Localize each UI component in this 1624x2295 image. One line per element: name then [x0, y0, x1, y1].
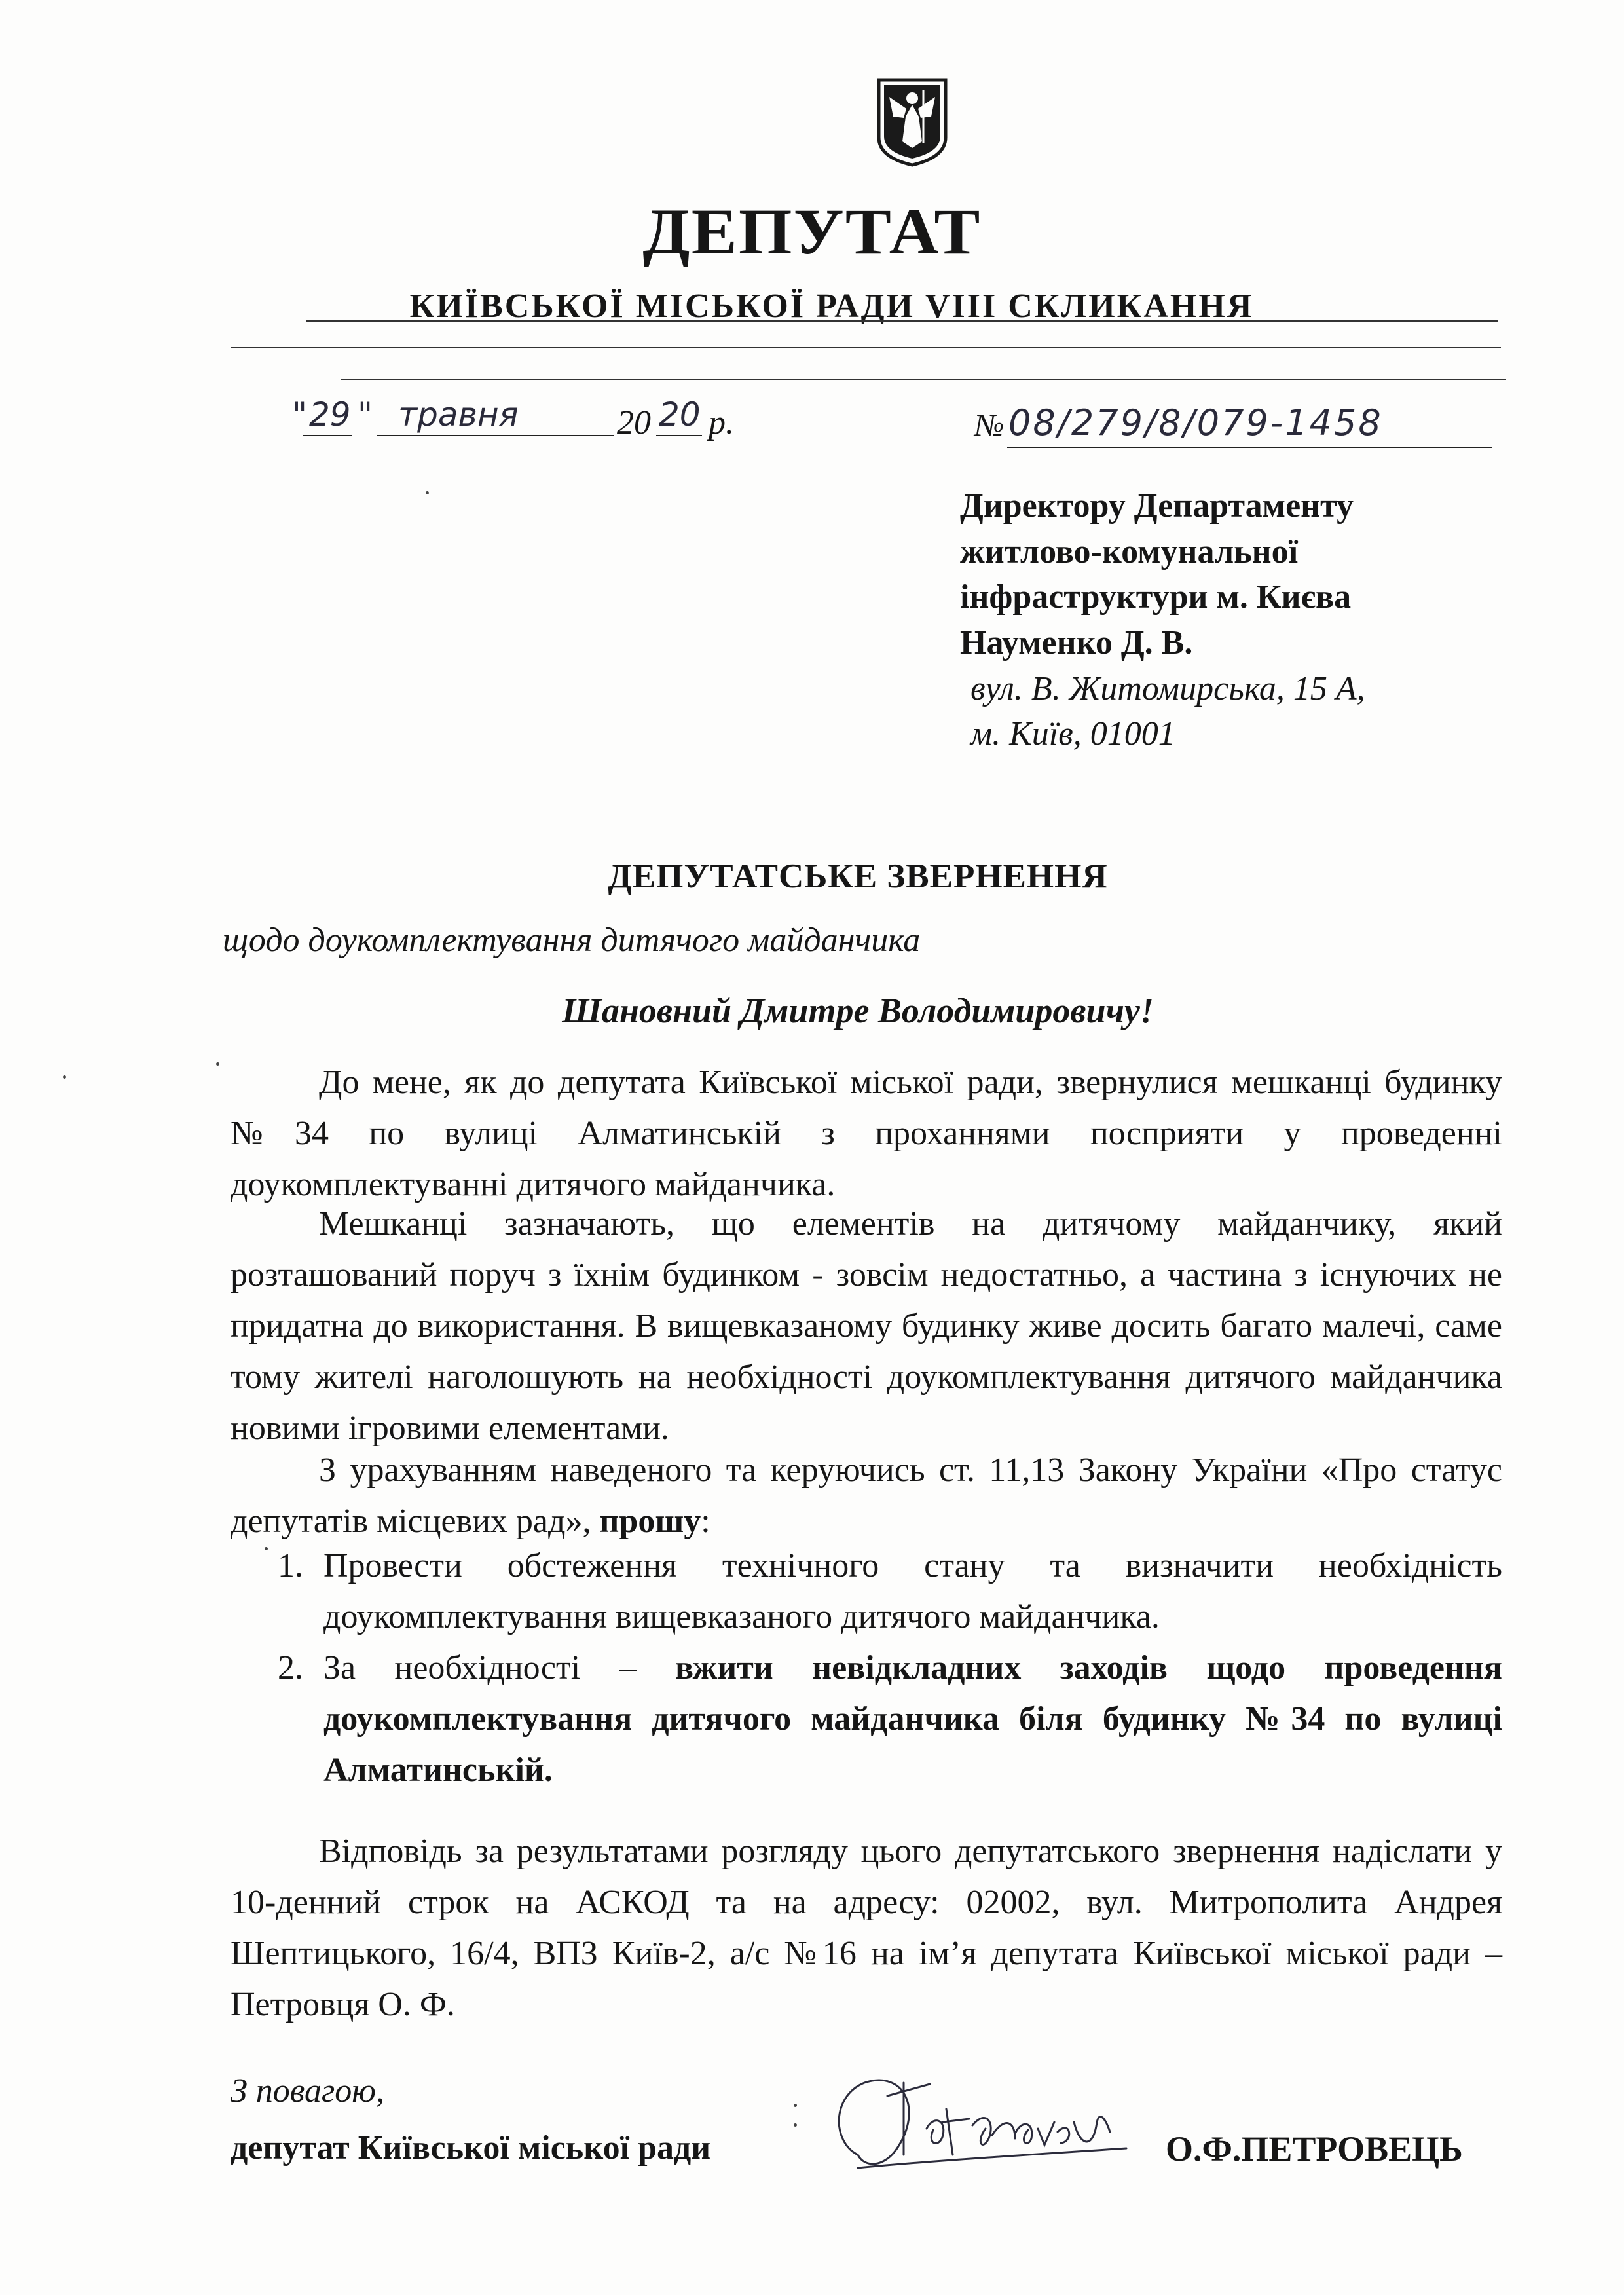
paragraph: До мене, як до депутата Київської міської ради, звернулися мешканці будинку №34 по вулиці Алматинській з проханнями посприяти у проведенні доукомплектуванні дитячого майданчика.: [231, 1064, 1502, 1203]
request-keyword: прошу: [599, 1502, 701, 1540]
list-number: 2.: [278, 1649, 303, 1687]
handwritten-signature: [819, 2057, 1159, 2201]
date-day: 29: [309, 396, 351, 434]
scan-speck: [426, 491, 429, 494]
paragraph: [231, 1445, 1502, 1547]
appeal-subject: щодо доукомплектування дитячого майданчика: [223, 922, 921, 959]
list-text-bold: вжити невідкладних заходів щодо проведення доукомплектування дитячого майданчика біля будинку №34 по вулиці Алматинській.: [323, 1649, 1503, 1789]
paragraph-text: З урахуванням наведеного та керуючись ст. 11,13 Закону України «Про статус депутатів місцевих рад»,: [231, 1451, 1502, 1540]
date-year-suffix-label: р.: [709, 404, 734, 441]
reference-label: №: [974, 408, 1005, 443]
addressee-line: інфраструктури м. Києва: [960, 578, 1352, 616]
reference-value: 08/279/8/079-1458: [1008, 402, 1383, 443]
kyiv-coat-of-arms-icon: [876, 77, 948, 168]
list-text: [323, 1643, 1502, 1796]
closing-regards: З повагою,: [231, 2072, 384, 2110]
appeal-title: ДЕПУТАТСЬКЕ ЗВЕРНЕННЯ: [608, 857, 1108, 895]
list-text-regular: За необхідності –: [323, 1649, 675, 1687]
addressee-line: Директору Департаменту: [960, 487, 1354, 525]
scan-speck: [794, 2123, 797, 2127]
addressee-line: житлово-комунальної: [960, 532, 1299, 570]
addressee-block: [960, 483, 1365, 757]
addressee-city: м. Київ, 01001: [970, 715, 1175, 753]
scan-speck: [794, 2104, 797, 2107]
document-title: ДЕПУТАТ: [642, 195, 982, 268]
list-item: [0, 1540, 1624, 1645]
reference-number: [974, 402, 1498, 458]
scan-speck: [265, 1547, 268, 1550]
addressee-name: Науменко Д. В.: [960, 624, 1193, 662]
header-divider-bottom: [341, 379, 1506, 380]
date-month: травня: [398, 396, 519, 434]
list-text: Провести обстеження технічного стану та визначити необхідність доукомплектування вищевказаного дитячого майданчика.: [323, 1547, 1502, 1635]
paragraph: Відповідь за результатами розгляду цього депутатського звернення надіслати у 10-денний строк на АСКОД та на адресу: 02002, вул. Митрополита Андрея Шептицького, 16/4, ВПЗ Київ-2, а/с №16 на ім’я депутата Київської міської ради – Петровця О. Ф.: [231, 1833, 1502, 2023]
salutation: Шановний Дмитре Володимировичу!: [562, 991, 1154, 1030]
signer-name: О.Ф.ПЕТРОВЕЦЬ: [1166, 2129, 1463, 2169]
date-year-prefix: 20: [617, 404, 651, 441]
council-subtitle: КИЇВСЬКОЇ МІСЬКОЇ РАДИ VIII СКЛИКАННЯ: [409, 288, 1254, 325]
header-divider-middle: [231, 347, 1501, 348]
addressee-street: вул. В. Житомирська, 15 А,: [970, 669, 1365, 707]
header-divider-top: [306, 320, 1498, 322]
paragraph: Мешканці зазначають, що елементів на дитячому майданчику, який розташований поруч з їхнім будинком - зовсім недостатньо, а частина з існуючих не придатна до використання. В вищевказаному будинку живе досить багато малечі, саме тому жителі наголошують на необхідності доукомплектування дитячого майданчика новими ігровими елементами.: [231, 1205, 1502, 1447]
date-year-suffix: 20: [659, 396, 701, 434]
paragraph-text: :: [701, 1502, 710, 1540]
list-item: [0, 1643, 1624, 1800]
date-line: " 29 " травня 20 20 р.: [292, 396, 734, 441]
list-number: 1.: [278, 1547, 303, 1584]
scan-speck: [63, 1075, 66, 1079]
scan-speck: [216, 1062, 219, 1066]
signer-role: депутат Київської міської ради: [231, 2129, 711, 2167]
